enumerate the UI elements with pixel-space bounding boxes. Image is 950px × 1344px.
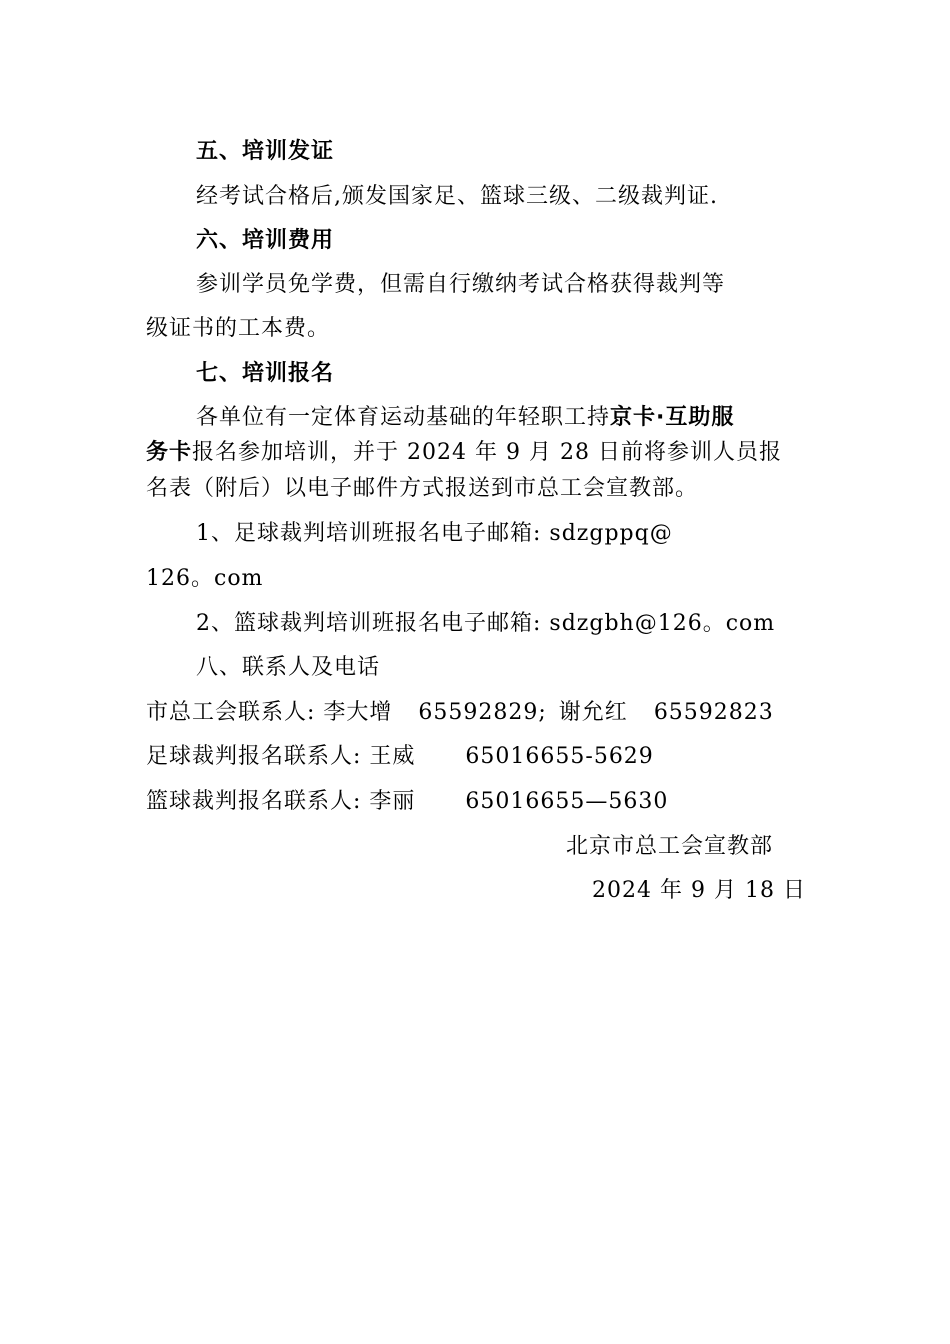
paragraph-text: 报名参加培训，并于 2024 年 9 月 28 日前将参训人员报 (192, 440, 782, 465)
contact-row-football (146, 742, 654, 772)
basketball-email-line: 2、篮球裁判培训班报名电子邮箱: sdzgbh@126。com (196, 611, 776, 636)
contact-row-union (146, 698, 774, 728)
section-5-text: 经考试合格后,颁发国家足、篮球三级、二级裁判证. (196, 184, 718, 209)
contact-name: 谢允红 (558, 700, 628, 725)
section-8-heading: 八、联系人及电话 (196, 655, 381, 680)
section-6-text-line1: 参训学员免学费，但需自行缴纳考试合格获得裁判等 (196, 272, 726, 297)
contact-phone: 65016655-5629 (465, 744, 654, 769)
section-5-heading: 五、培训发证 (196, 139, 335, 164)
section-7-paragraph-line3: 名表（附后）以电子邮件方式报送到市总工会宣教部。 (146, 476, 699, 501)
contact-phone: 65592823 (653, 700, 774, 725)
contact-row-basketball (146, 787, 668, 817)
contact-phone: 65592829; (418, 700, 547, 725)
card-name-bold: 京卡·互助服 (610, 405, 735, 430)
contact-label: 足球裁判报名联系人: 王威 (146, 744, 416, 769)
contact-phone: 65016655—5630 (465, 789, 669, 814)
signature-date: 2024 年 9 月 18 日 (592, 878, 806, 903)
section-7-heading: 七、培训报名 (196, 361, 335, 386)
card-name-bold-cont: 务卡 (146, 440, 193, 465)
section-7-paragraph-line1 (196, 403, 734, 433)
section-7-paragraph-line2 (146, 438, 782, 468)
contact-label: 市总工会联系人: 李大增 (146, 700, 393, 725)
paragraph-text: 各单位有一定体育运动基础的年轻职工持 (196, 405, 611, 430)
football-email-line2: 126。com (146, 566, 264, 591)
signature-org: 北京市总工会宣教部 (566, 834, 774, 859)
section-6-heading: 六、培训费用 (196, 228, 335, 253)
section-6-text-line2: 级证书的工本费。 (146, 316, 331, 341)
football-email-line1: 1、足球裁判培训班报名电子邮箱: sdzgppq@ (196, 521, 673, 546)
contact-label: 篮球裁判报名联系人: 李丽 (146, 789, 416, 814)
